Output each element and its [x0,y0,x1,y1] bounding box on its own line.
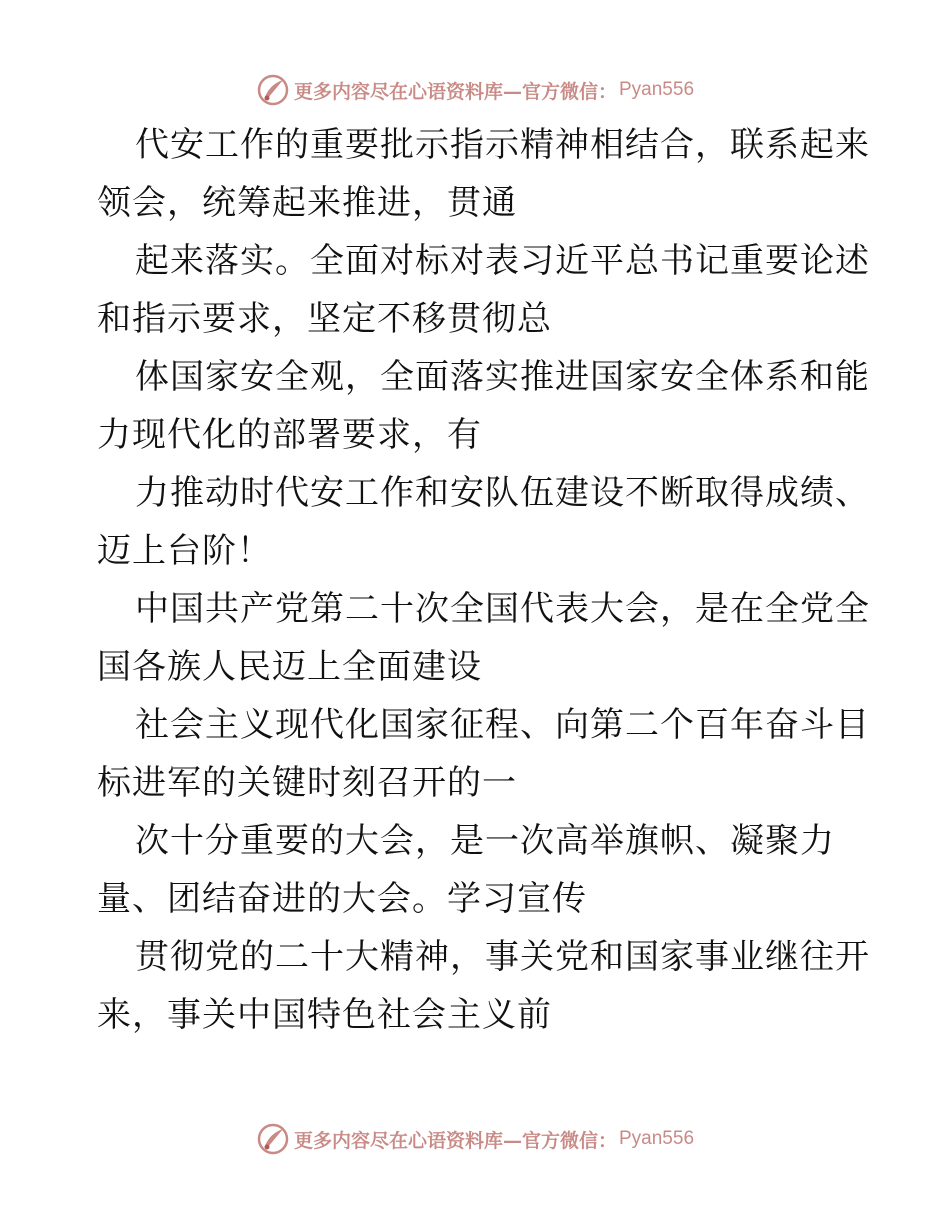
brush-logo-icon [256,1122,290,1156]
paragraph-line: 代安工作的重要批示指示精神相结合，联系起来 [135,125,870,165]
paragraph [97,928,870,1044]
paragraph-line: 国各族人民迈上全面建设 [97,647,482,687]
paragraph-line: 中国共产党第二十次全国代表大会，是在全党全 [135,589,870,629]
document-body [97,116,870,1044]
header-watermark [0,70,950,110]
watermark-id: Pyan556 [619,79,695,100]
paragraph [97,116,870,232]
paragraph [97,232,870,348]
paragraph-line: 和指示要求，坚定不移贯彻总 [97,299,552,339]
paragraph-line: 迈上台阶！ [97,531,272,571]
footer-watermark [0,1119,950,1159]
paragraph [97,812,857,928]
brush-logo-icon [256,73,290,107]
paragraph-line: 标进军的关键时刻召开的一 [97,763,517,803]
paragraph-line: 贯彻党的二十大精神，事关党和国家事业继往开 [135,937,870,977]
paragraph-line: 领会，统筹起来推进，贯通 [97,183,517,223]
watermark-text: 更多内容尽在心语资料库—官方微信： [293,1129,617,1152]
paragraph-line: 来，事关中国特色社会主义前 [97,995,552,1035]
paragraph [97,348,870,464]
paragraph-line: 力现代化的部署要求，有 [97,415,482,455]
paragraph-line: 体国家安全观，全面落实推进国家安全体系和能 [135,357,870,397]
paragraph-line: 社会主义现代化国家征程、向第二个百年奋斗目 [135,705,870,745]
watermark-text: 更多内容尽在心语资料库—官方微信： [293,80,617,103]
paragraph [97,580,870,696]
paragraph-line: 次十分重要的大会，是一次高举旗帜、凝聚力 [135,821,835,861]
paragraph-line: 起来落实。全面对标对表习近平总书记重要论述 [135,241,870,281]
paragraph [97,696,870,812]
paragraph [97,464,870,580]
paragraph-line: 力推动时代安工作和安队伍建设不断取得成绩、 [135,473,870,513]
watermark-id: Pyan556 [619,1128,695,1149]
paragraph-line: 量、团结奋进的大会。学习宣传 [97,879,587,919]
